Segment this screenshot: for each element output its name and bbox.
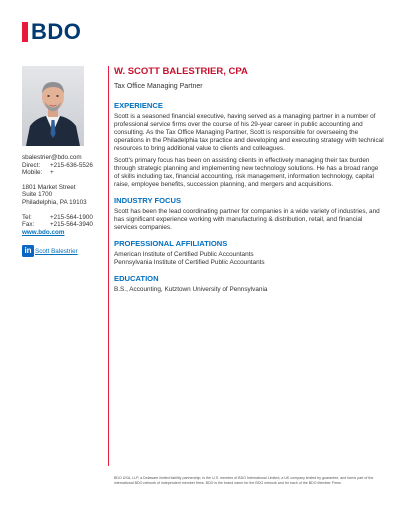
industry-paragraph: Scott has been the lead coordinating partner for companies in a wide variety of industries, and has significant experience working with manufacturing & distribution, retail, and financial services companies. xyxy=(114,208,380,231)
vertical-divider xyxy=(108,66,109,466)
industry-heading: INDUSTRY FOCUS xyxy=(114,196,182,205)
profile-photo xyxy=(22,66,84,146)
tel-row xyxy=(22,214,107,222)
linkedin-icon: in xyxy=(22,245,34,257)
affiliation-item-1: American Institute of Certified Public Accountants xyxy=(114,251,254,258)
footer-disclaimer: BDO USA, LLP, a Delaware limited liability partnership, is the U.S. member of BDO International Limited, a UK company limited by guarantee, and forms part of the international BDO network of independent member firms. BDO is the brand name for the BDO network and for each of the BDO Member Firms. xyxy=(114,476,374,485)
affiliation-item-2: Pennsylvania Institute of Certified Public Accountants xyxy=(114,259,265,266)
address-line-3: Philadelphia, PA 19103 xyxy=(22,198,87,206)
education-item-1: B.S., Accounting, Kutztown University of Pennsylvania xyxy=(114,286,268,293)
experience-paragraph-1: Scott is a seasoned financial executive, having served as a managing partner in a number of professional service firms over the course of his 29-year career in public accounting and consulting. As the Tax Office Managing Partner, Scott is responsible for overseeing the operations in the Philadelphia tax practice and developing and executing strategy with technical resources to bring additional value to clients and colleagues. xyxy=(114,113,384,152)
affiliations-heading: PROFESSIONAL AFFILIATIONS xyxy=(114,239,228,248)
address-line-1: 1801 Market Street xyxy=(22,183,76,191)
direct-value: +215-636-5526 xyxy=(50,161,93,169)
mobile-value: + xyxy=(50,169,54,177)
bio-content xyxy=(114,66,384,294)
fax-value: +215-564-3940 xyxy=(50,221,93,229)
portrait-image xyxy=(22,66,84,146)
education-heading: EDUCATION xyxy=(114,274,159,283)
bdo-logo xyxy=(22,19,82,44)
experience-paragraph-2: Scott's primary focus has been on assisting clients in effectively managing their tax burden through strategic planning and implementing new technology solutions. He has a broad range of skills including tax, financial accounting, risk management, information technology, capital raise, employee benefits, succession planning, and mergers and acquisitions. xyxy=(114,157,379,188)
person-title: Tax Office Managing Partner xyxy=(114,83,203,90)
linkedin-link[interactable] xyxy=(22,245,107,257)
mobile-label: Mobile: xyxy=(22,169,43,177)
fax-label: Fax: xyxy=(22,221,35,229)
direct-label: Direct: xyxy=(22,161,41,169)
mobile-row xyxy=(22,169,107,177)
fax-row xyxy=(22,221,107,229)
logo-text: BDO xyxy=(31,19,82,44)
contact-block xyxy=(22,154,107,257)
email-text: sbalestrier@bdo.com xyxy=(22,154,82,161)
tel-label: Tel: xyxy=(22,213,32,221)
tel-value: +215-564-1900 xyxy=(50,213,93,221)
address-line-2: Suite 1700 xyxy=(22,191,53,199)
linkedin-name: Scott Balestrier xyxy=(35,247,78,255)
logo-mark xyxy=(22,22,28,42)
website-link[interactable]: www.bdo.com xyxy=(22,228,65,236)
experience-heading: EXPERIENCE xyxy=(114,101,163,110)
person-name: W. SCOTT BALESTRIER, CPA xyxy=(114,66,248,77)
direct-row xyxy=(22,162,107,170)
